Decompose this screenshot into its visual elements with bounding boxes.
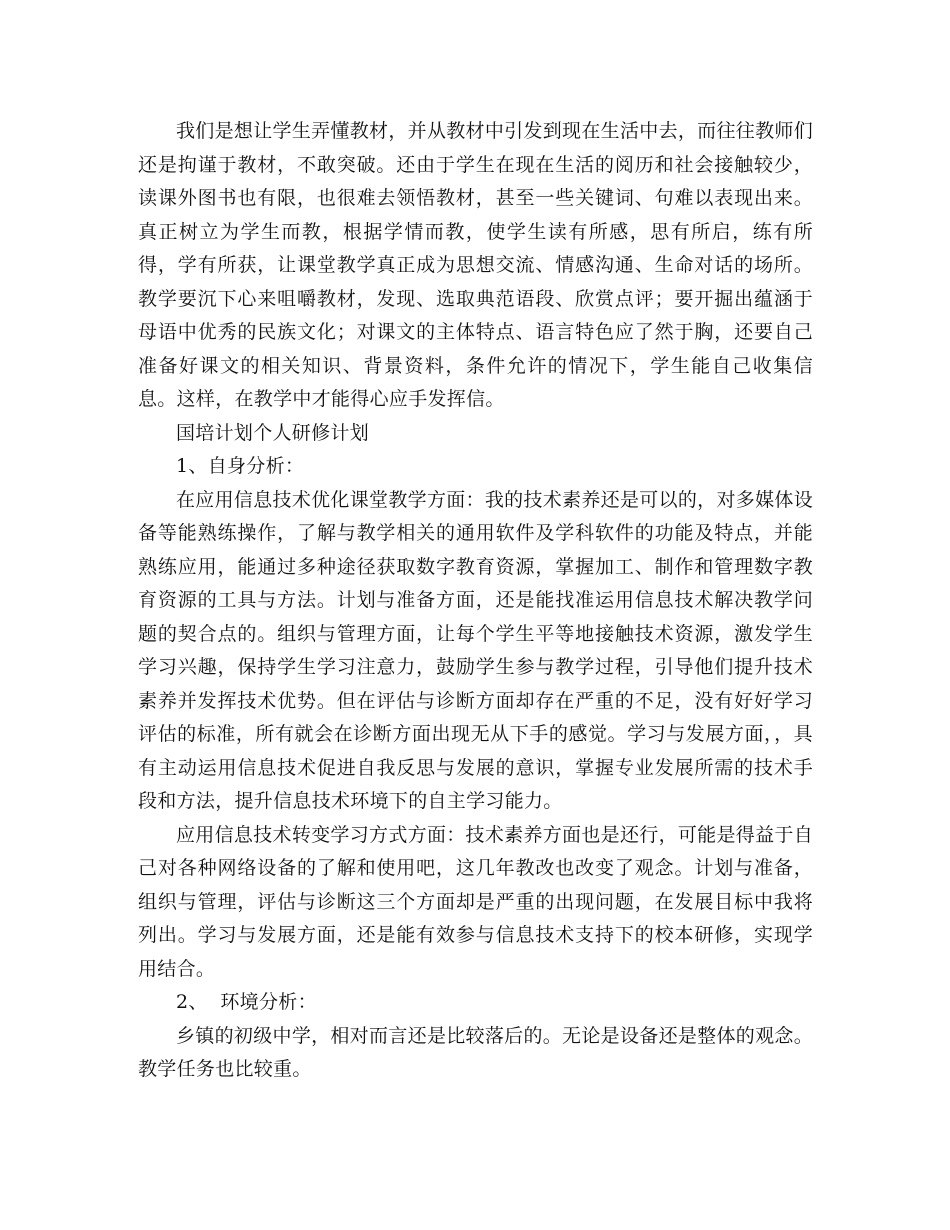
paragraph-intro: 我们是想让学生弄懂教材，并从教材中引发到现在生活中去，而往往教师们还是拘谨于教材，不敢突破。还由于学生在现在生活的阅历和社会接触较少，读课外图书也有限，也很难去领悟教材，甚至一些关键词、句难以表现出来。真正树立为学生而教，根据学情而教，使学生读有所感，思有所启，练有所得，学有所获，让课堂教学真正成为思想交流、情感沟通、生命对话的场所。教学要沉下心来咀嚼教材，发现、选取典范语段、欣赏点评；要开掘出蕴涵于母语中优秀的民族文化；对课文的主体特点、语言特色应了然于胸，还要自己准备好课文的相关知识、背景资料，条件允许的情况下，学生能自己收集信息。这样，在教学中才能得心应手发挥信。 [138, 120, 813, 410]
paragraph-self-analysis-1: 在应用信息技术优化课堂教学方面：我的技术素养还是可以的，对多媒体设备等能熟练操作，了解与教学相关的通用软件及学科软件的功能及特点，并能熟练应用，能通过多种途径获取数字教育资源，掌握加工、制作和管理数字教育资源的工具与方法。计划与准备方面，还是能找准运用信息技术解决教学问题的契合点的。组织与管理方面，让每个学生平等地接触技术资源，激发学生学习兴趣，保持学生学习注意力，鼓励学生参与教学过程，引导他们提升技术素养并发挥技术优势。但在评估与诊断方面却存在严重的不足，没有好好学习评估的标准，所有就会在诊断方面出现无从下手的感觉。学习与发展方面，，具有主动运用信息技术促进自我反思与发展的意识，掌握专业发展所需的技术手段和方法，提升信息技术环境下的自主学习能力。 [138, 488, 813, 812]
section-title: 国培计划个人研修计划 [176, 421, 370, 444]
section-heading-environment: 2、 环境分析： [176, 991, 317, 1013]
section-heading-self-analysis: 1、自身分析： [176, 455, 305, 477]
paragraph-self-analysis-2: 应用信息技术转变学习方式方面：技术素养方面也是还行，可能是得益于自己对各种网络设备的了解和使用吧，这几年教改也改变了观念。计划与准备，组织与管理，评估与诊断这三个方面却是严重的出现问题，在发展目标中我将列出。学习与发展方面，还是能有效参与信息技术支持下的校本研修，实现学用结合。 [138, 823, 813, 980]
document-body [138, 115, 813, 1087]
paragraph-environment: 乡镇的初级中学，相对而言还是比较落后的。无论是设备还是整体的观念。教学任务也比较重。 [138, 1024, 813, 1080]
